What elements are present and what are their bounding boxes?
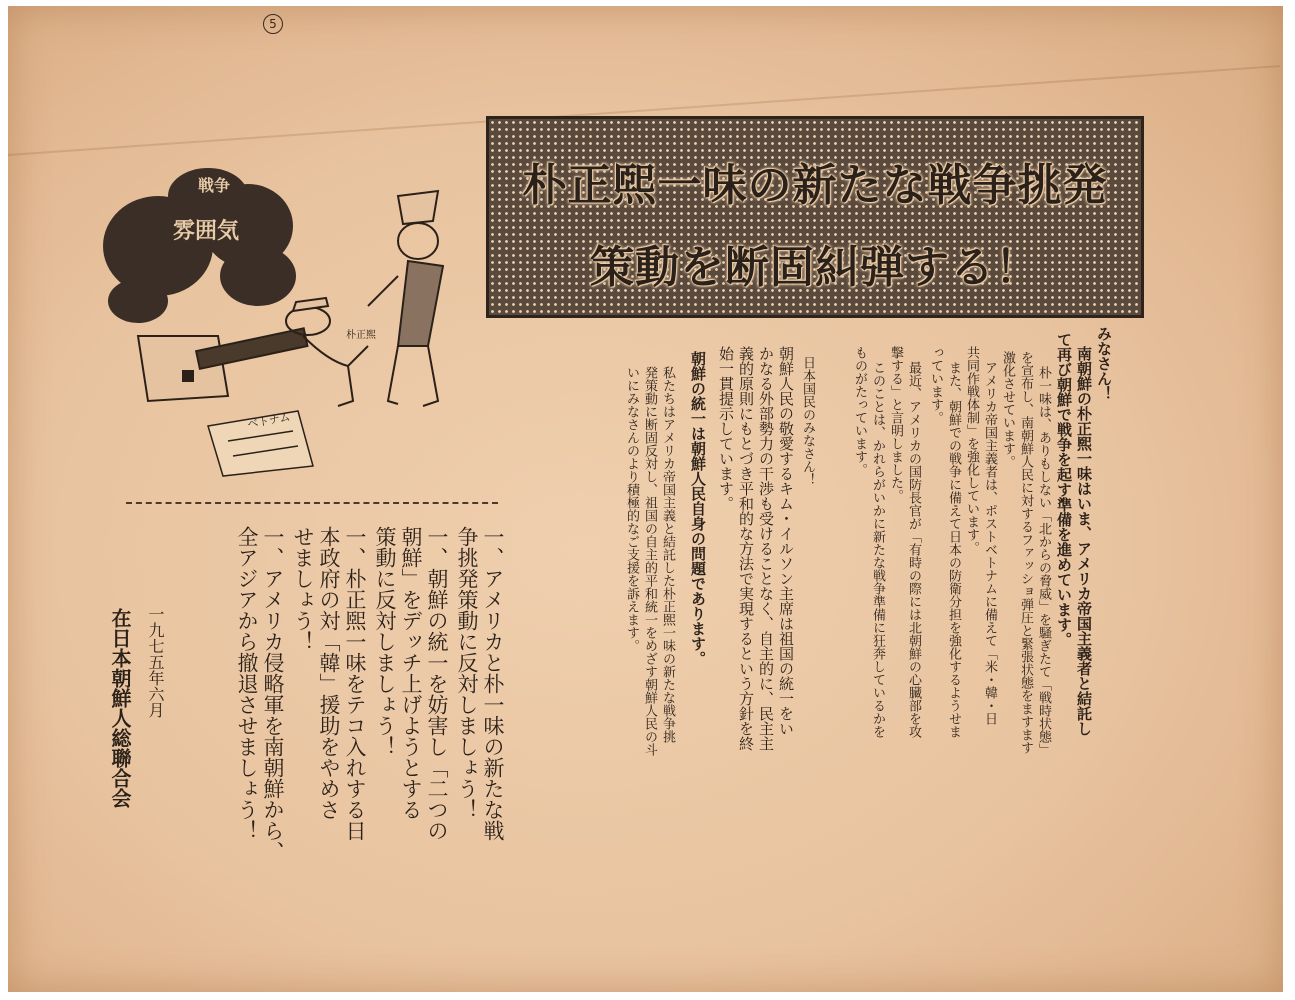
page-number-circle: 5 <box>263 14 283 34</box>
slogan-3a: 一、朴正煕一味をテコ入れする日 <box>343 526 367 841</box>
body-col-4: 朴一味は、ありもしない「北からの脅威」を騒ぎたて「戦時状態」 <box>1036 366 1051 756</box>
body-col-13: このことは、かれらがいかに新たな戦争準備に狂奔しているかを <box>870 361 885 738</box>
newspaper-text: ベトナム <box>246 410 292 431</box>
headline-line-2: 策動を断固糾弾する！ <box>590 242 1040 293</box>
crouching-soldier <box>286 298 377 406</box>
slogan-2c: 策動に反対しましょう！ <box>373 526 397 757</box>
body-col-22: 発策動に断固反対し、祖国の自主的平和統一をめざす朝鮮人民の斗 <box>642 366 657 756</box>
section-divider <box>126 502 498 504</box>
explosive-box <box>138 336 228 401</box>
body-col-19: 始一貫提示しています。 <box>717 346 735 511</box>
cloud-text-2: 雰囲気 <box>173 219 240 244</box>
body-col-7: アメリカ帝国主義者は、ポストベトナムに備えて「米・韓・日 <box>982 361 997 725</box>
body-col-6: 激化させています。 <box>1000 351 1015 468</box>
body-col-3: て再び朝鮮で戦争を起す準備を進めています。 <box>1055 332 1073 647</box>
uncle-sam-figure <box>368 191 443 406</box>
headline-box <box>486 116 1144 318</box>
slogan-2a: 一、朝鮮の統一を妨害し「二つの <box>425 526 449 841</box>
political-cartoon <box>98 166 498 486</box>
slogan-3c: せましょう！ <box>291 526 315 652</box>
slogan-1b: 争挑発策動に反対しましょう！ <box>455 526 479 820</box>
body-col-23: いにみなさんのより積極的なご支援を訴えます。 <box>624 366 639 652</box>
headline-line-1: 朴正煕一味の新たな戦争挑発 <box>522 160 1108 211</box>
body-col-10: っています。 <box>928 346 943 424</box>
slogan-1a: 一、アメリカと朴一味の新たな戦 <box>481 526 505 841</box>
slogan-4a: 一、アメリカ侵略軍を南朝鮮から、 <box>261 526 285 862</box>
body-col-11: 最近、アメリカの国防長官が「有時の際には北朝鮮の心臓部を攻 <box>906 361 921 738</box>
cannon <box>196 328 307 368</box>
slogan-3b: 本政府の対「韓」援助をやめさ <box>317 526 341 820</box>
body-col-15: 日本国民のみなさん！ <box>800 356 815 486</box>
body-col-21: 私たちはアメリカ帝国主義と結託した朴正煕一味の新たな戦争挑 <box>660 366 675 743</box>
body-col-18: 義的原則にもとづき平和的な方法で実現するという方針を終 <box>737 346 755 751</box>
issuing-organization: 在日本朝鮮人総聯合会 <box>108 608 132 808</box>
body-col-2: 南朝鮮の朴正煕一味はいま、アメリカ帝国主義者と結託し <box>1075 346 1093 736</box>
body-col-14: ものがたっています。 <box>852 346 867 476</box>
leaflet-paper <box>8 6 1283 992</box>
body-col-9: また、朝鮮での戦争に備えて日本の防衛分担を強化するようせま <box>946 361 961 738</box>
body-col-16: 朝鮮人民の敬愛するキム・イルソン主席は祖国の統一をい <box>777 346 795 736</box>
newspaper <box>208 411 313 476</box>
arm-label: 朴正煕 <box>346 330 376 341</box>
body-col-17: かなる外部勢力の干渉も受けることなく、自主的に、民主主 <box>757 346 775 751</box>
slogan-4b: 全アジアから撤退させましょう！ <box>235 526 259 841</box>
slogan-2b: 朝鮮」をデッチ上げようとする <box>399 526 423 820</box>
body-col-5: を宣布し、南朝鮮人民に対するファッショ弾圧と緊張状態をますます <box>1018 351 1033 754</box>
body-col-1: みなさん！ <box>1095 326 1113 401</box>
cloud-text-1: 戦争 <box>198 176 231 195</box>
body-col-8: 共同作戦体制」を強化しています。 <box>964 346 979 554</box>
issue-date: 一九七五年六月 <box>146 606 165 718</box>
body-col-12: 撃する」と言明しました。 <box>888 346 903 502</box>
body-col-20-emphasis: 朝鮮の統一は朝鮮人民自身の問題であります。 <box>689 351 707 666</box>
